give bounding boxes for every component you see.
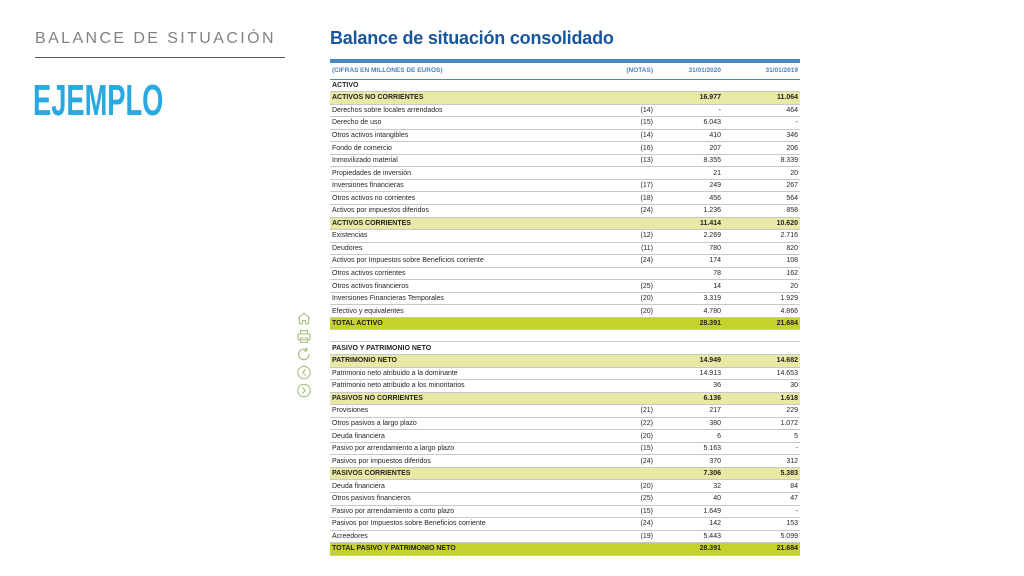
cell-label: Existencias <box>330 230 593 243</box>
table-row <box>330 79 800 92</box>
cell-2019: 20 <box>723 167 800 180</box>
table-row <box>330 480 800 493</box>
table-row <box>330 204 800 217</box>
table-row <box>330 543 800 556</box>
cell-2019: - <box>723 117 800 130</box>
cell-2020: 6 <box>655 430 723 443</box>
cell-2019: - <box>723 442 800 455</box>
table-row <box>330 217 800 230</box>
cell-nota <box>593 79 655 92</box>
cell-nota: (15) <box>593 442 655 455</box>
cell-nota: (25) <box>593 280 655 293</box>
cell-nota <box>593 543 655 556</box>
cell-2020: 142 <box>655 518 723 531</box>
table-row <box>330 142 800 155</box>
cell-2020: 4.780 <box>655 305 723 318</box>
slide-kicker: BALANCE DE SITUACIÓN <box>35 30 276 47</box>
cell-2020: 11.414 <box>655 217 723 230</box>
cell-2020: 249 <box>655 179 723 192</box>
cell-label: Activos por Impuestos sobre Beneficios corriente <box>330 255 593 268</box>
cell-2020: 3.319 <box>655 292 723 305</box>
table-row <box>330 392 800 405</box>
table-row <box>330 342 800 355</box>
cell-2019: 21.684 <box>723 543 800 556</box>
cell-nota <box>593 92 655 105</box>
cell-2019: 820 <box>723 242 800 255</box>
cell-label: ACTIVOS CORRIENTES <box>330 217 593 230</box>
table-row <box>330 405 800 418</box>
column-header-2019: 31/01/2019 <box>723 63 800 79</box>
table-row <box>330 330 800 342</box>
cell-nota: (24) <box>593 455 655 468</box>
cell-nota: (13) <box>593 154 655 167</box>
cell-2020: 7.306 <box>655 467 723 480</box>
table-row <box>330 505 800 518</box>
cell-2020: 21 <box>655 167 723 180</box>
cell-2020: 6.043 <box>655 117 723 130</box>
cell-2020: 40 <box>655 493 723 506</box>
table-title: Balance de situación consolidado <box>330 28 614 48</box>
cell-nota: (24) <box>593 204 655 217</box>
prev-circle-icon[interactable] <box>296 365 312 380</box>
cell-label: Inversiones Financieras Temporales <box>330 292 593 305</box>
cell-label: Inversiones financieras <box>330 179 593 192</box>
cell-2020: 410 <box>655 129 723 142</box>
cell-label: PASIVO Y PATRIMONIO NETO <box>330 342 593 355</box>
table-row <box>330 417 800 430</box>
cell-2020: 32 <box>655 480 723 493</box>
cell-2020: 28.391 <box>655 543 723 556</box>
cell-2019: 464 <box>723 104 800 117</box>
cell-2019: 47 <box>723 493 800 506</box>
cell-2020: 78 <box>655 267 723 280</box>
cell-label: Deuda financiera <box>330 480 593 493</box>
table-row <box>330 230 800 243</box>
cell-label: Pasivos por Impuestos sobre Beneficios corriente <box>330 518 593 531</box>
home-icon[interactable] <box>296 311 312 326</box>
cell-nota: (11) <box>593 242 655 255</box>
cell-2020: 1.236 <box>655 204 723 217</box>
cell-2019: 5 <box>723 430 800 443</box>
table-row <box>330 179 800 192</box>
cell-2020: - <box>655 104 723 117</box>
cell-2019: 8.339 <box>723 154 800 167</box>
cell-2019: 858 <box>723 204 800 217</box>
column-header-cifras: (CIFRAS EN MILLONES DE EUROS) <box>330 63 593 79</box>
cell-nota: (20) <box>593 305 655 318</box>
cell-nota: (17) <box>593 179 655 192</box>
cell-label: Derechos sobre locales arrendados <box>330 104 593 117</box>
kicker-underline <box>35 57 285 58</box>
cell-nota <box>593 317 655 330</box>
table-row <box>330 129 800 142</box>
table-row <box>330 367 800 380</box>
table-row <box>330 530 800 543</box>
table-row <box>330 380 800 393</box>
cell-2020 <box>655 79 723 92</box>
table-row <box>330 117 800 130</box>
cell-2019: 5.099 <box>723 530 800 543</box>
cell-2020: 780 <box>655 242 723 255</box>
cell-nota: (21) <box>593 405 655 418</box>
cell-2019: 346 <box>723 129 800 142</box>
cell-label: Otros pasivos financieros <box>330 493 593 506</box>
cell-2019: 564 <box>723 192 800 205</box>
cell-2020: 5.443 <box>655 530 723 543</box>
cell-2019: 267 <box>723 179 800 192</box>
cell-2019: 21.684 <box>723 317 800 330</box>
refresh-icon[interactable] <box>296 347 312 362</box>
cell-nota: (24) <box>593 255 655 268</box>
cell-2019: 2.716 <box>723 230 800 243</box>
table-row <box>330 430 800 443</box>
table-row <box>330 518 800 531</box>
cell-2019: 84 <box>723 480 800 493</box>
table-row <box>330 455 800 468</box>
table-row <box>330 467 800 480</box>
cell-label: Inmovilizado material <box>330 154 593 167</box>
cell-2019: 5.383 <box>723 467 800 480</box>
cell-nota: (25) <box>593 493 655 506</box>
cell-nota <box>593 167 655 180</box>
cell-label: PATRIMONIO NETO <box>330 354 593 367</box>
cell-2020: 207 <box>655 142 723 155</box>
table-row <box>330 292 800 305</box>
cell-label: Activos por impuestos diferidos <box>330 204 593 217</box>
table-row <box>330 255 800 268</box>
viewer-toolbar <box>296 311 312 398</box>
cell-nota <box>593 267 655 280</box>
cell-2020: 8.355 <box>655 154 723 167</box>
cell-2019: 108 <box>723 255 800 268</box>
table-row <box>330 493 800 506</box>
cell-nota <box>593 367 655 380</box>
cell-label: Otros pasivos a largo plazo <box>330 417 593 430</box>
cell-nota: (14) <box>593 104 655 117</box>
cell-label: TOTAL ACTIVO <box>330 317 593 330</box>
cell-2020: 174 <box>655 255 723 268</box>
cell-label: Patrimonio neto atribuido a la dominante <box>330 367 593 380</box>
table-row <box>330 354 800 367</box>
balance-table <box>330 63 800 556</box>
cell-label: Fondo de comercio <box>330 142 593 155</box>
cell-2019 <box>723 342 800 355</box>
cell-nota: (19) <box>593 530 655 543</box>
cell-label: Propiedades de inversión <box>330 167 593 180</box>
cell-nota: (22) <box>593 417 655 430</box>
cell-nota: (20) <box>593 480 655 493</box>
balance-table-body <box>330 79 800 555</box>
cell-2020: 6.136 <box>655 392 723 405</box>
cell-nota: (15) <box>593 505 655 518</box>
column-header-notas: (NOTAS) <box>593 63 655 79</box>
cell-2020: 1.649 <box>655 505 723 518</box>
column-header-2020: 31/01/2020 <box>655 63 723 79</box>
table-row <box>330 104 800 117</box>
cell-2019: 10.620 <box>723 217 800 230</box>
cell-2020: 217 <box>655 405 723 418</box>
table-row <box>330 192 800 205</box>
cell-2019: 4.866 <box>723 305 800 318</box>
next-circle-icon[interactable] <box>296 383 312 398</box>
table-row <box>330 280 800 293</box>
cell-2019: 30 <box>723 380 800 393</box>
slide-title-ejemplo: EJEMPLO <box>33 76 164 125</box>
cell-nota: (15) <box>593 117 655 130</box>
cell-label: Derecho de uso <box>330 117 593 130</box>
cell-2019: 312 <box>723 455 800 468</box>
cell-2019: 20 <box>723 280 800 293</box>
table-row <box>330 267 800 280</box>
cell-2020: 370 <box>655 455 723 468</box>
cell-nota: (16) <box>593 142 655 155</box>
cell-2019: 1.929 <box>723 292 800 305</box>
cell-nota <box>593 467 655 480</box>
cell-label: PASIVOS CORRIENTES <box>330 467 593 480</box>
cell-2019: 14.653 <box>723 367 800 380</box>
cell-label: Otros activos financieros <box>330 280 593 293</box>
cell-label: Efectivo y equivalentes <box>330 305 593 318</box>
cell-nota <box>593 342 655 355</box>
balance-sheet <box>330 28 800 556</box>
cell-label: Deudores <box>330 242 593 255</box>
cell-nota <box>593 217 655 230</box>
cell-nota <box>593 380 655 393</box>
cell-nota: (18) <box>593 192 655 205</box>
cell-2020: 5.163 <box>655 442 723 455</box>
cell-label: Acreedores <box>330 530 593 543</box>
cell-label: Pasivo por arrendamiento a corto plazo <box>330 505 593 518</box>
cell-label: ACTIVO <box>330 79 593 92</box>
cell-label: TOTAL PASIVO Y PATRIMONIO NETO <box>330 543 593 556</box>
table-row <box>330 92 800 105</box>
cell-nota <box>593 354 655 367</box>
cell-label: Deuda financiera <box>330 430 593 443</box>
spacer-cell <box>330 330 800 342</box>
cell-nota: (24) <box>593 518 655 531</box>
printer-icon[interactable] <box>296 329 312 344</box>
cell-2020: 28.391 <box>655 317 723 330</box>
cell-2019: 14.682 <box>723 354 800 367</box>
cell-label: Patrimonio neto atribuido a los minoritarios <box>330 380 593 393</box>
cell-2020: 14.949 <box>655 354 723 367</box>
cell-nota: (12) <box>593 230 655 243</box>
cell-label: ACTIVOS NO CORRIENTES <box>330 92 593 105</box>
cell-2020: 380 <box>655 417 723 430</box>
cell-nota: (14) <box>593 129 655 142</box>
cell-2020 <box>655 342 723 355</box>
cell-label: Pasivo por arrendamiento a largo plazo <box>330 442 593 455</box>
table-header <box>330 63 800 79</box>
table-row <box>330 154 800 167</box>
cell-nota: (20) <box>593 430 655 443</box>
cell-2019: 206 <box>723 142 800 155</box>
cell-2019: 1.072 <box>723 417 800 430</box>
table-row <box>330 317 800 330</box>
table-row <box>330 242 800 255</box>
cell-nota <box>593 392 655 405</box>
cell-2020: 14.913 <box>655 367 723 380</box>
cell-2020: 14 <box>655 280 723 293</box>
cell-2020: 456 <box>655 192 723 205</box>
cell-2020: 36 <box>655 380 723 393</box>
cell-label: Provisiones <box>330 405 593 418</box>
cell-label: PASIVOS NO CORRIENTES <box>330 392 593 405</box>
cell-2019: 162 <box>723 267 800 280</box>
cell-2019: 1.618 <box>723 392 800 405</box>
cell-2019: 11.064 <box>723 92 800 105</box>
cell-2020: 2.269 <box>655 230 723 243</box>
cell-label: Otros activos intangibles <box>330 129 593 142</box>
cell-label: Otros activos no corrientes <box>330 192 593 205</box>
cell-2019: - <box>723 505 800 518</box>
cell-2019: 229 <box>723 405 800 418</box>
cell-2020: 16.977 <box>655 92 723 105</box>
cell-nota: (20) <box>593 292 655 305</box>
cell-label: Otros activos corrientes <box>330 267 593 280</box>
table-row <box>330 305 800 318</box>
cell-label: Pasivos por impuestos diferidos <box>330 455 593 468</box>
cell-2019: 153 <box>723 518 800 531</box>
table-row <box>330 442 800 455</box>
table-row <box>330 167 800 180</box>
cell-2019 <box>723 79 800 92</box>
